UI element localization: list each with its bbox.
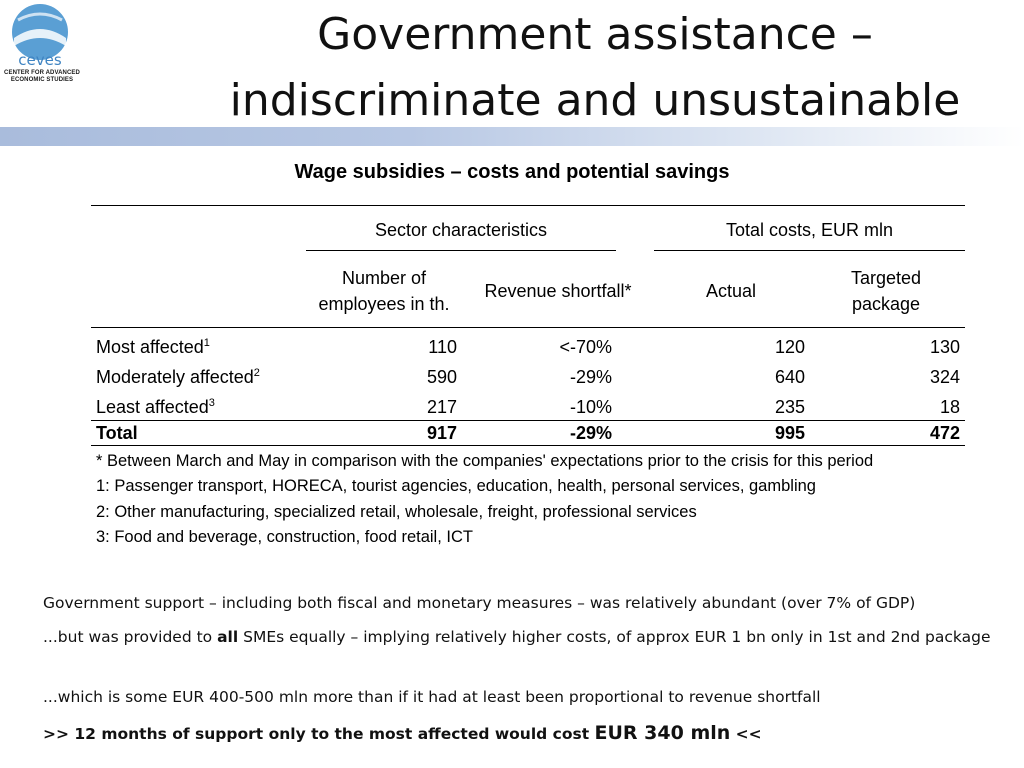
cell-actual: 640 bbox=[774, 367, 805, 387]
cell-actual: 120 bbox=[774, 337, 805, 357]
total-label: Total bbox=[96, 423, 138, 443]
row-label: Least affected$^3$ bbox=[96, 397, 215, 417]
table-bottom-rule bbox=[91, 445, 965, 446]
title-underline-band bbox=[0, 127, 1024, 146]
row-label: Moderately affected$^2$ bbox=[96, 367, 260, 387]
cell-revenue: -10% bbox=[569, 397, 612, 417]
slide-title-line2: indiscriminate and unsustainable bbox=[229, 75, 961, 126]
table-title: Wage subsidies – costs and potential savings bbox=[294, 161, 730, 183]
table-note-1: 1: Passenger transport, HORECA, tourist agencies, education, health, personal services, gambling bbox=[96, 477, 816, 495]
column-header-employees-line1: Number of bbox=[341, 268, 427, 288]
cell-targeted: 324 bbox=[929, 367, 960, 387]
column-header-employees bbox=[300, 265, 468, 317]
group-rule-costs bbox=[654, 250, 965, 251]
cell-actual: 235 bbox=[774, 397, 805, 417]
paragraph-excess: ...which is some EUR 400-500 mln more than if it had at least been proportional to revenue shortfall bbox=[43, 688, 821, 706]
cell-revenue: <-70% bbox=[559, 337, 612, 357]
total-revenue: -29% bbox=[569, 423, 612, 443]
table-note-3: 3: Food and beverage, construction, food retail, ICT bbox=[96, 528, 473, 546]
group-header-sector: Sector characteristics bbox=[374, 220, 548, 240]
conclusion-line: >> 12 months of support only to the most affected would cost EUR 340 mln << bbox=[43, 722, 762, 744]
total-actual: 995 bbox=[774, 423, 805, 443]
logo-wordmark: ceves bbox=[18, 51, 62, 68]
column-header-targeted-line2: package bbox=[851, 294, 921, 314]
footnote-ref: 1 bbox=[203, 337, 210, 349]
cell-targeted: 130 bbox=[929, 337, 960, 357]
column-header-targeted bbox=[816, 265, 956, 317]
cell-employees: 590 bbox=[426, 367, 457, 387]
logo-caption-line1: CENTER FOR ADVANCED bbox=[4, 70, 80, 76]
cell-revenue: -29% bbox=[569, 367, 612, 387]
row-label: Most affected$^1$ bbox=[96, 337, 210, 357]
ceves-logo bbox=[4, 2, 80, 88]
table-note-asterisk: * Between March and May in comparison with the companies' expectations prior to the crisis for this period bbox=[96, 452, 874, 470]
cell-targeted: 18 bbox=[939, 397, 960, 417]
table-top-rule bbox=[91, 205, 965, 206]
column-header-employees-line2: employees in th. bbox=[318, 294, 450, 314]
conclusion-amount: EUR 340 mln bbox=[594, 722, 731, 744]
cell-employees: 110 bbox=[428, 337, 457, 357]
paragraph-all-smes: ...but was provided to all SMEs equally – implying relatively higher costs, of approx EUR 1 bn only in 1st and 2nd package bbox=[43, 628, 991, 646]
emphasis-all: all bbox=[217, 628, 239, 646]
table-note-2: 2: Other manufacturing, specialized retail, wholesale, freight, professional services bbox=[96, 503, 697, 521]
cell-employees: 217 bbox=[426, 397, 457, 417]
slide-title bbox=[170, 2, 1020, 134]
total-targeted: 472 bbox=[929, 423, 960, 443]
group-header-costs: Total costs, EUR mln bbox=[725, 220, 894, 240]
header-bottom-rule bbox=[91, 327, 965, 328]
footnote-ref: 2 bbox=[253, 367, 260, 379]
globe-logo-icon bbox=[8, 2, 72, 68]
total-employees: 917 bbox=[426, 423, 457, 443]
slide-title-line1: Government assistance – bbox=[317, 9, 873, 60]
column-header-revenue: Revenue shortfall* bbox=[484, 281, 632, 301]
column-header-actual: Actual bbox=[705, 281, 757, 301]
logo-caption-line2: ECONOMIC STUDIES bbox=[10, 77, 74, 83]
paragraph-support: Government support – including both fiscal and monetary measures – was relatively abundant (over 7% of GDP) bbox=[43, 594, 916, 612]
group-rule-sector bbox=[306, 250, 616, 251]
footnote-ref: 3 bbox=[208, 397, 215, 409]
column-header-targeted-line1: Targeted bbox=[850, 268, 922, 288]
